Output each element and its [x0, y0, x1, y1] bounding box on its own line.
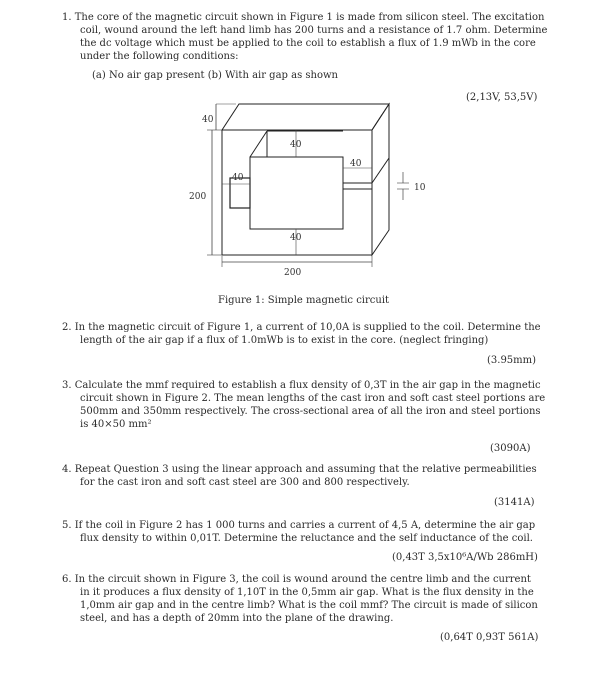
- q5-line-1: 5. If the coil in Figure 2 has 1 000 turns and carries a current of 4,5 A, determine the air gap: [62, 520, 536, 531]
- q1-line-3: the dc voltage which must be applied to the coil to establish a flux of 1.9 mWb in the core: [80, 38, 536, 49]
- q6-line-1: 6. In the circuit shown in Figure 3, the coil is wound around the centre limb and the current: [62, 574, 531, 585]
- q6-line-3: 1,0mm air gap and in the centre limb? What is the coil mmf? The circuit is made of silicon: [80, 600, 538, 611]
- q1-conditions: (a) No air gap present (b) With air gap as shown: [92, 70, 338, 81]
- q5-line-2: flux density to within 0,01T. Determine the reluctance and the self inductance of the coil.: [80, 533, 533, 544]
- q3-line-2: circuit shown in Figure 2. The mean lengths of the cast iron and soft cast steel portions are: [80, 393, 546, 404]
- q6-line-4: steel, and has a depth of 20mm into the plane of the drawing.: [80, 613, 394, 624]
- core-window: [250, 157, 343, 229]
- dim-top-limb-label: 40: [290, 140, 302, 150]
- q4-answer: (3141A): [494, 497, 535, 508]
- q3-answer: (3090A): [490, 443, 531, 454]
- q1-line-4: under the following conditions:: [80, 51, 239, 62]
- q1-line-2: coil, wound around the left hand limb has 200 turns and a resistance of 1.7 ohm. Determine: [80, 25, 548, 36]
- q2-answer: (3.95mm): [487, 355, 537, 366]
- figure-1-caption: Figure 1: Simple magnetic circuit: [218, 295, 390, 306]
- q6-answer: (0,64T 0,93T 561A): [440, 632, 539, 643]
- q3-line-4: is 40×50 mm²: [80, 419, 152, 430]
- q2-line-1: 2. In the magnetic circuit of Figure 1, a current of 10,0A is supplied to the coil. Determine the: [62, 322, 541, 333]
- dim-depth-label: 40: [202, 115, 214, 125]
- q5-answer: (0,43T 3,5x10⁶A/Wb 286mH): [392, 552, 538, 563]
- dim-bottom-limb-label: 40: [290, 233, 302, 243]
- q4-line-1: 4. Repeat Question 3 using the linear approach and assuming that the relative permeabilities: [62, 464, 537, 475]
- core-top-face: [222, 104, 389, 130]
- q1-line-1: 1. The core of the magnetic circuit shown in Figure 1 is made from silicon steel. The excitation: [62, 12, 545, 23]
- q6-line-2: in it produces a flux density of 1,10T in the 0,5mm air gap. What is the flux density in the: [80, 587, 534, 598]
- dim-right-limb-label: 40: [350, 159, 362, 169]
- q3-line-1: 3. Calculate the mmf required to establish a flux density of 0,3T in the air gap in the magnetic: [62, 380, 541, 391]
- dim-left-limb-label: 40: [232, 173, 244, 183]
- q4-line-2: for the cast iron and soft cast steel are 300 and 800 respectively.: [80, 477, 410, 488]
- dim-width-label: 200: [284, 268, 302, 278]
- q3-line-3: 500mm and 350mm respectively. The cross-sectional area of all the iron and steel portions: [80, 406, 541, 417]
- q1-answer: (2,13V, 53,5V): [466, 92, 538, 103]
- dim-gap-label: 10: [414, 183, 426, 193]
- dim-height-label: 200: [189, 192, 207, 202]
- q2-line-2: length of the air gap if a flux of 1.0mWb is to exist in the core. (neglect fringing): [80, 335, 489, 346]
